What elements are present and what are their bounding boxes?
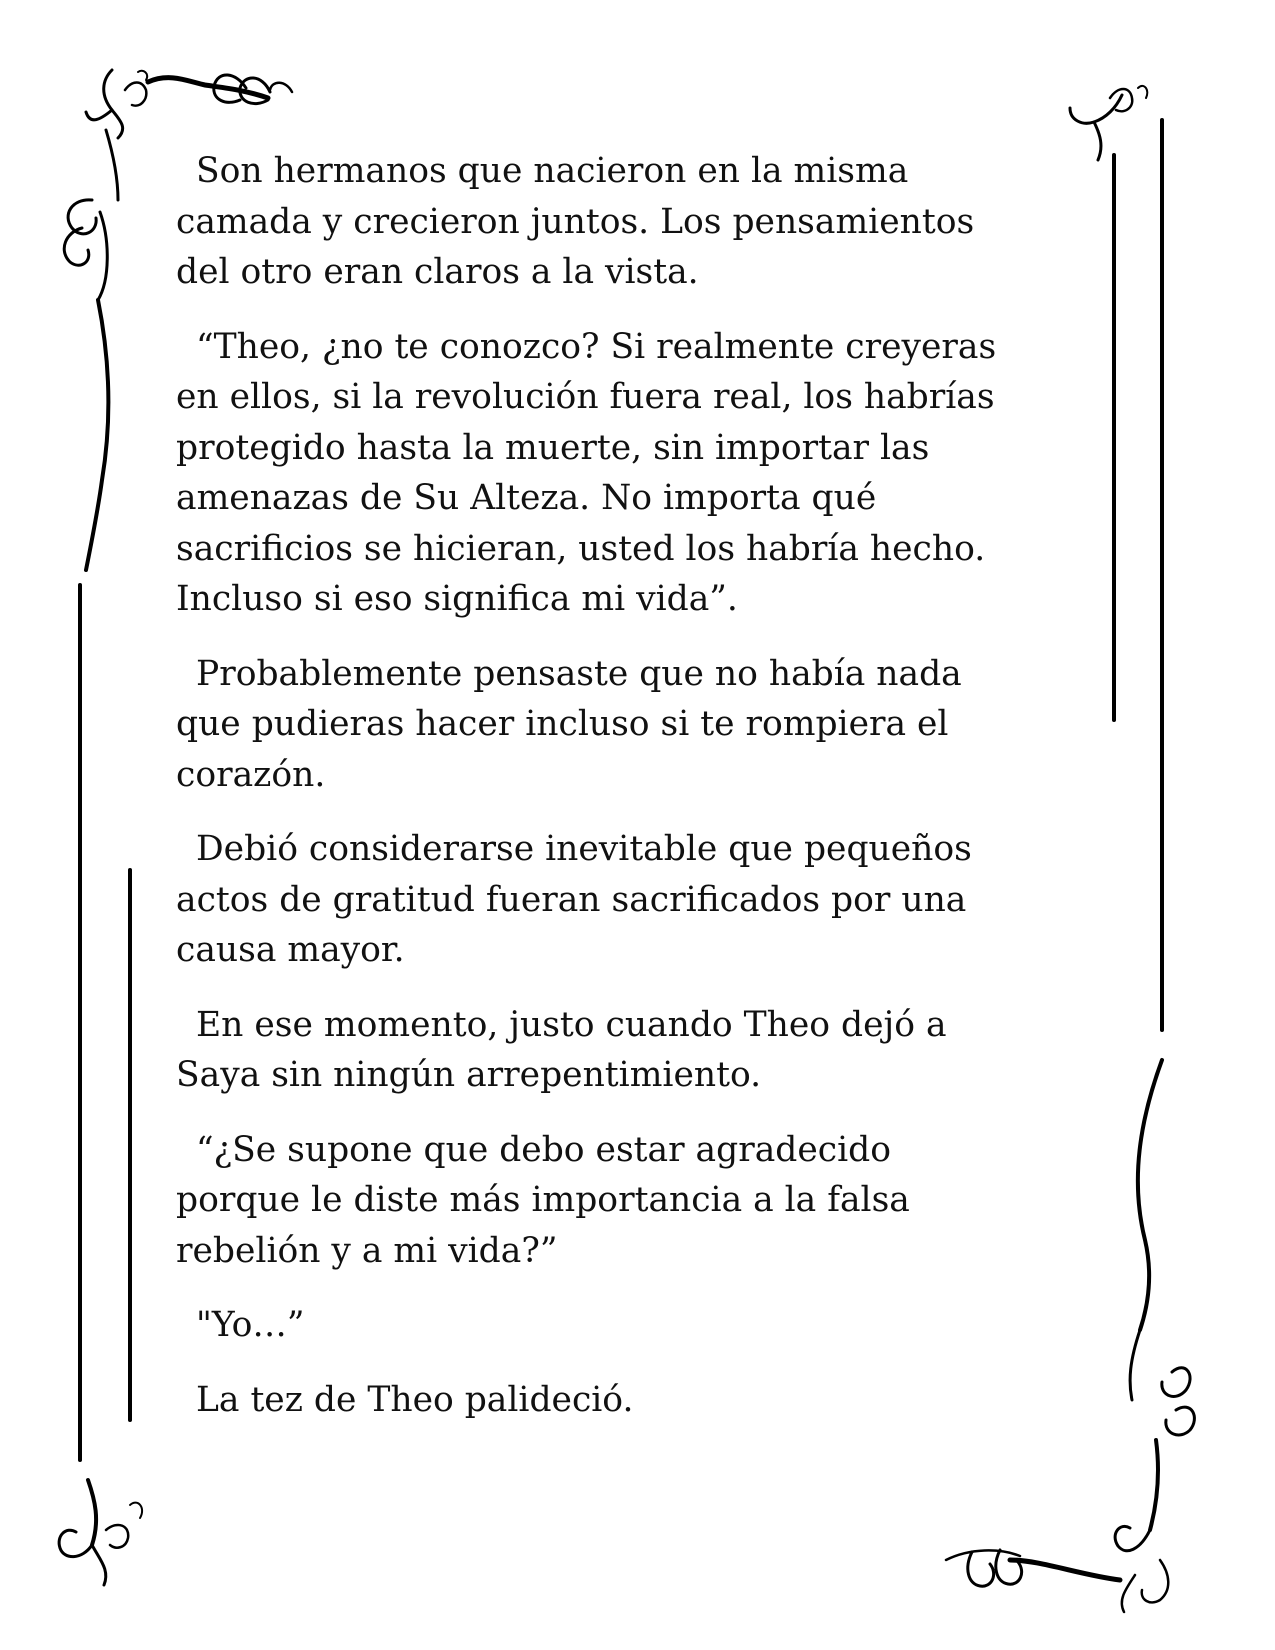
paragraph-2: “Theo, ¿no te conozco? Si realmente creyeras en ellos, si la revolución fuera real, los habrías protegido hasta la muerte, sin importar las amenazas de Su Alteza. No importa qué sacrificios se hicieran, usted los habría hecho. Incluso si eso significa mi vida”. <box>176 326 997 619</box>
top-right-flourish <box>1070 86 1162 1030</box>
paragraph-1: Son hermanos que nacieron en la misma camada y crecieron juntos. Los pensamientos del otro eran claros a la vista. <box>176 151 975 292</box>
paragraph-5: En ese momento, justo cuando Theo dejó a Saya sin ningún arrepentimiento. <box>176 1004 947 1095</box>
story-text <box>176 146 1076 1449</box>
paragraph-3: Probablemente pensaste que no había nada que pudieras hacer incluso si te rompiera el corazón. <box>176 653 962 795</box>
bottom-left-flourish <box>59 1480 142 1585</box>
paragraph-4: Debió considerarse inevitable que pequeños actos de gratitud fueran sacrificados por una causa mayor. <box>176 829 972 970</box>
paragraph-7: "Yo…” <box>196 1305 305 1345</box>
paragraph-8: La tez de Theo palideció. <box>196 1379 634 1420</box>
paragraph-6: “¿Se supone que debo estar agradecido porque le diste más importancia a la falsa rebelión y a mi vida?” <box>176 1129 910 1271</box>
